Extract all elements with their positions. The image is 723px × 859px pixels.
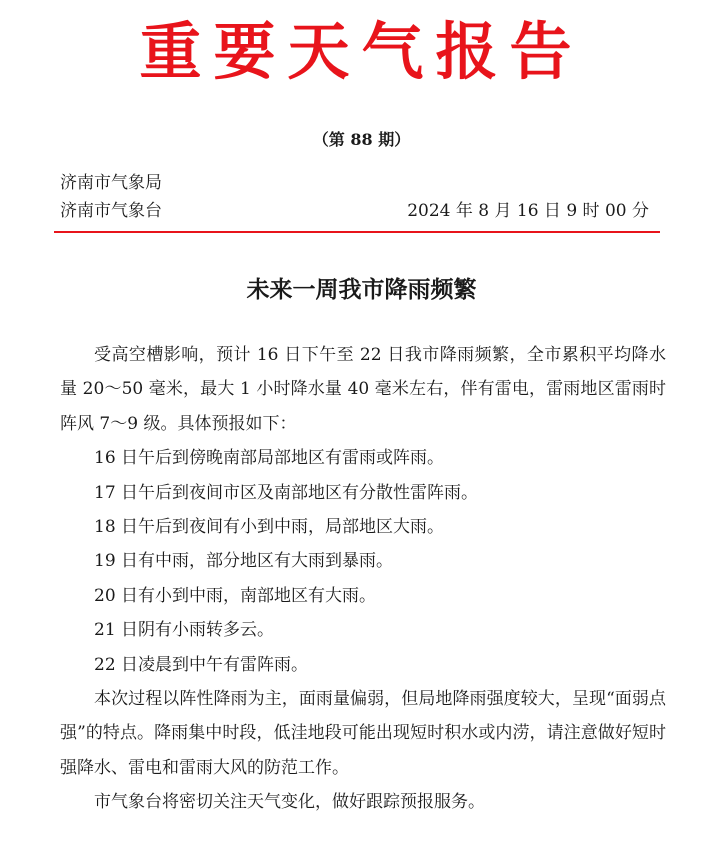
report-headline: 未来一周我市降雨频繁	[246, 276, 477, 303]
forecast-item: 19 日有中雨，部分地区有大雨到暴雨。	[94, 551, 394, 572]
issuer-bureau: 济南市气象局	[60, 173, 162, 193]
forecast-item: 21 日阴有小雨转多云。	[94, 620, 275, 641]
issuer-station: 济南市气象台	[60, 201, 162, 221]
summary-paragraph: 本次过程以阵性降雨为主，面雨量偏弱，但局地降雨强度较大，呈现“面弱点强”的特点。降雨集中时段，低洼地段可能出现短时积水或内涝，请注意做好短时强降水、雷电和雷雨大风的防范工作。	[60, 689, 666, 778]
report-body	[60, 338, 666, 820]
forecast-item: 16 日午后到傍晚南部局部地区有雷雨或阵雨。	[94, 448, 445, 469]
issue-datetime: 2024 年 8 月 16 日 9 时 00 分	[407, 201, 649, 221]
report-masthead: 重要天气报告	[139, 15, 584, 88]
forecast-item: 22 日凌晨到中午有雷阵雨。	[94, 654, 309, 675]
header-divider	[54, 231, 660, 233]
forecast-item: 20 日有小到中雨，南部地区有大雨。	[94, 585, 377, 606]
forecast-item: 18 日午后到夜间有小到中雨，局部地区大雨。	[94, 517, 445, 538]
forecast-item: 17 日午后到夜间市区及南部地区有分散性雷阵雨。	[94, 482, 479, 503]
issue-number: （第 88 期）	[312, 130, 411, 149]
closing-paragraph: 市气象台将密切关注天气变化，做好跟踪预报服务。	[94, 792, 485, 813]
intro-paragraph: 受高空槽影响，预计 16 日下午至 22 日我市降雨频繁，全市累积平均降水量 20～50 毫米，最大 1 小时降水量 40 毫米左右，伴有雷电，雷雨地区雷雨时阵风 7～9 级。具体预报如下：	[60, 345, 666, 434]
